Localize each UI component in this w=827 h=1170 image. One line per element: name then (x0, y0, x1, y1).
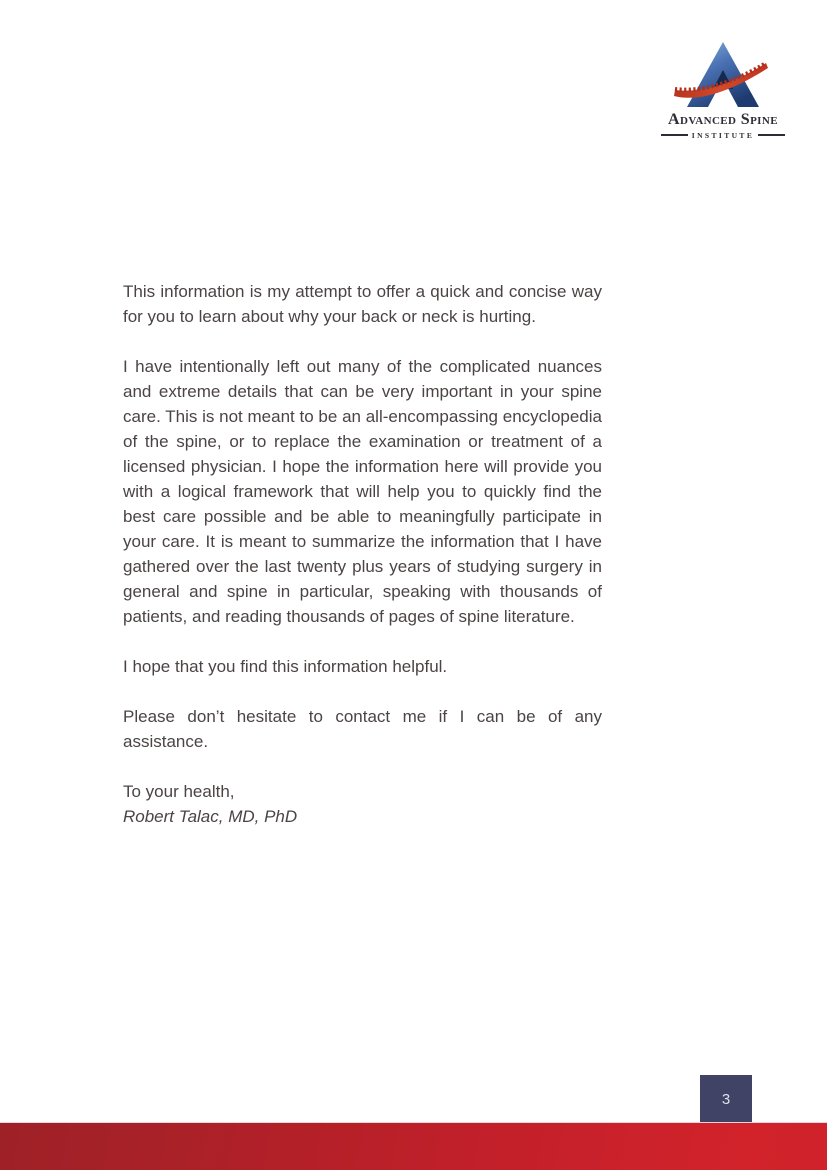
page-number-badge (700, 1075, 752, 1123)
footer-red-bar (0, 1122, 827, 1170)
logo-title: Advanced Spine (668, 111, 778, 128)
signature-block (123, 779, 602, 829)
logo-rule-left (661, 134, 688, 136)
logo-subtitle (661, 131, 785, 140)
logo (661, 40, 785, 140)
logo-subtitle-text: INSTITUTE (691, 130, 755, 140)
paragraph-contact: Please don’t hesitate to contact me if I can be of any assistance. (123, 707, 602, 751)
advanced-spine-logo-icon (671, 40, 775, 110)
logo-rule-right (758, 134, 785, 136)
paragraph-disclaimer: I have intentionally left out many of the complicated nuances and extreme details that can be very important in your spine care. This is not meant to be an all-encompassing encyclopedia of the spine, or to replace the examination or treatment of a licensed physician. I hope the information here will provide you with a logical framework that will help you to quickly find the best care possible and be able to meaningfully participate in your care. It is meant to summarize the information that I have gathered over the last twenty plus years of studying surgery in general and spine in particular, speaking with thousands of patients, and reading thousands of pages of spine literature. (123, 357, 602, 626)
signature-name: Robert Talac, MD, PhD (123, 807, 298, 826)
paragraph-helpful: I hope that you find this information helpful. (123, 657, 448, 676)
closing-line: To your health, (123, 782, 235, 801)
body-text (123, 279, 602, 829)
page-number: 3 (721, 1090, 731, 1108)
paragraph-intro: This information is my attempt to offer a quick and concise way for you to learn about why your back or neck is hurting. (123, 282, 602, 326)
